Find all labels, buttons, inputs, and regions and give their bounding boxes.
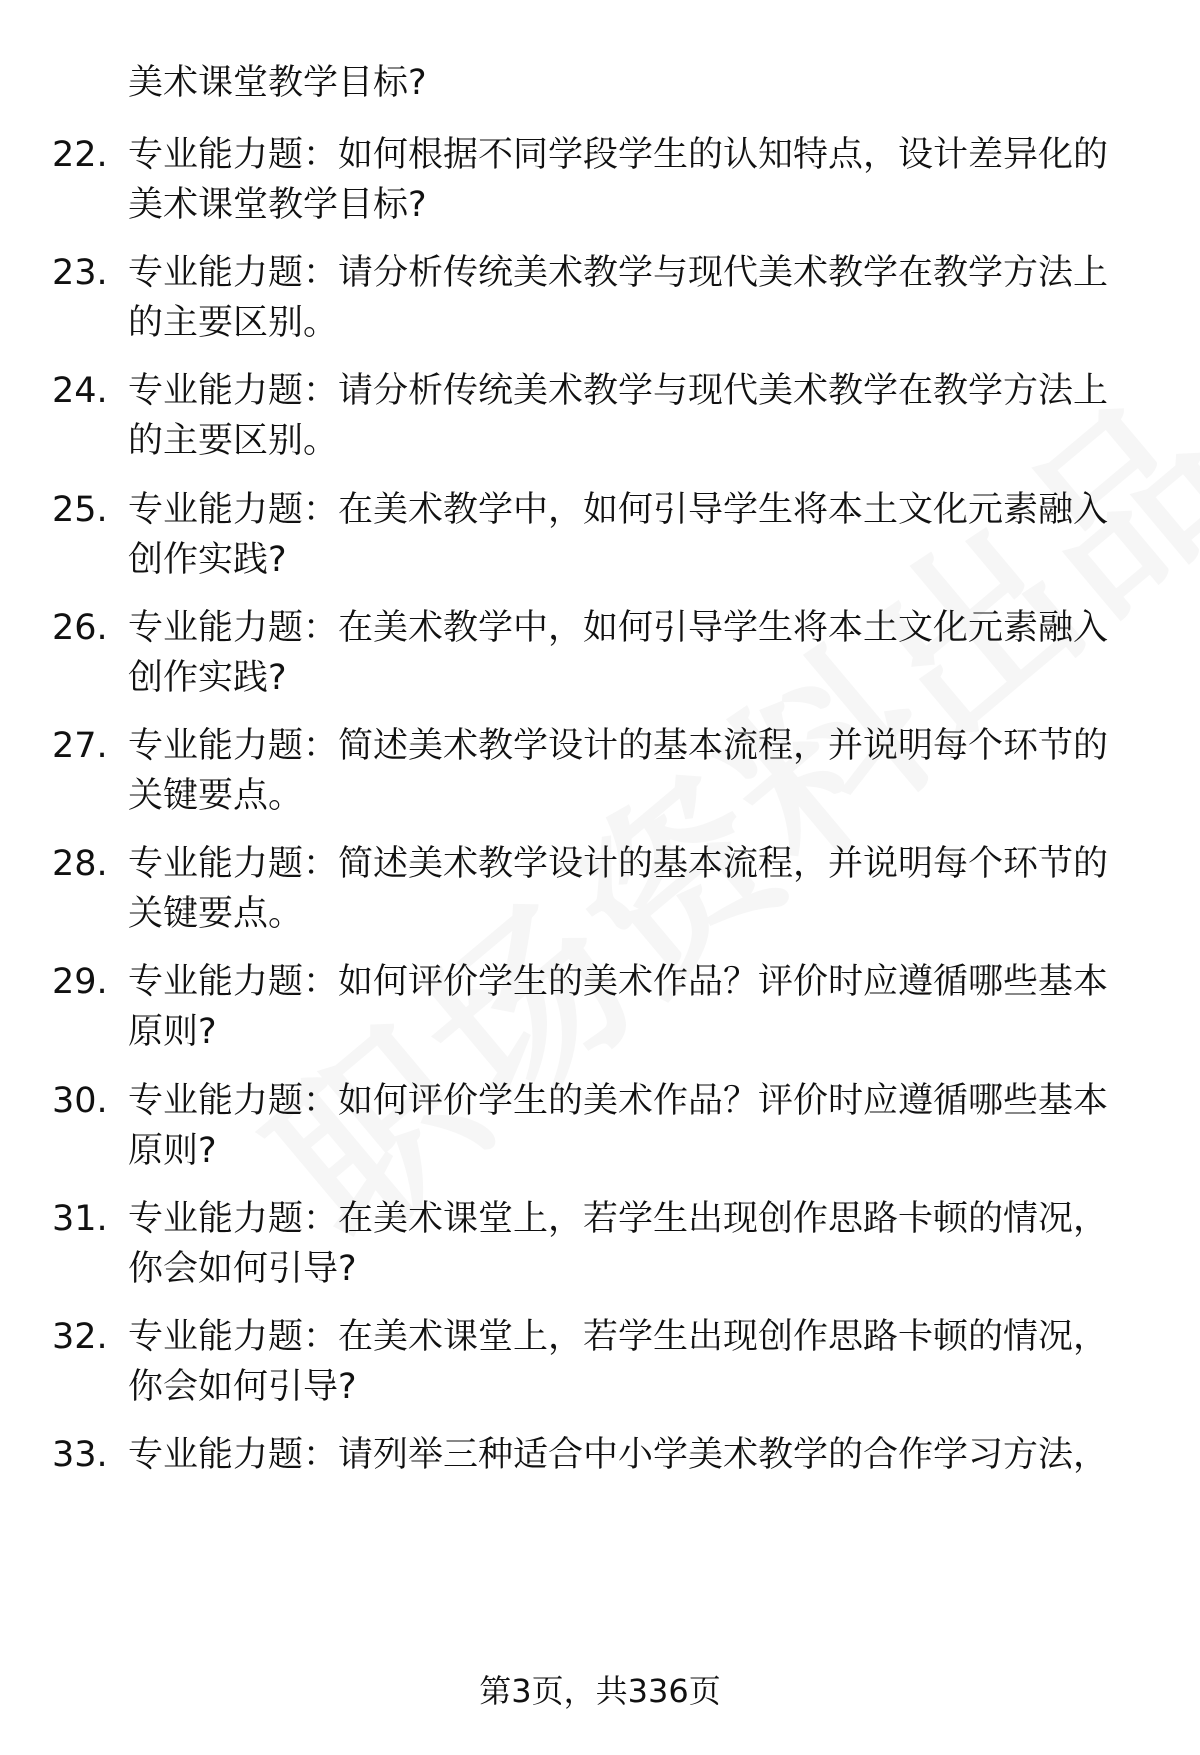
question-text-line: 原则? [128, 1130, 217, 1171]
question-item [0, 1076, 1200, 1186]
question-text-line: 专业能力题：在美术教学中，如何引导学生将本土文化元素融入 [128, 607, 1109, 648]
question-text-line: 专业能力题：请列举三种适合中小学美术教学的合作学习方法， [128, 1435, 1109, 1476]
question-text [128, 130, 1148, 230]
question-item [0, 1430, 1200, 1540]
question-text-line: 专业能力题：简述美术教学设计的基本流程，并说明每个环节的 [128, 726, 1109, 766]
question-text-line: 专业能力题：请分析传统美术教学与现代美术教学在教学方法上 [128, 253, 1109, 294]
question-text-line: 关键要点。 [128, 894, 304, 935]
question-number: 25. [52, 489, 108, 530]
question-item [0, 1312, 1200, 1422]
question-number: 23. [52, 253, 108, 294]
question-text-line: 美术课堂教学目标? [128, 185, 427, 225]
question-number: 33. [52, 1435, 108, 1476]
page-footer: 第3页，共336页 [479, 1672, 721, 1710]
question-number: 26. [52, 607, 108, 648]
question-item [0, 839, 1200, 949]
question-text-line: 专业能力题：简述美术教学设计的基本流程，并说明每个环节的 [128, 844, 1109, 885]
question-text-line: 你会如何引导? [128, 1248, 357, 1289]
question-number: 28. [52, 844, 108, 885]
question-text [128, 248, 1148, 348]
question-text [128, 603, 1148, 703]
question-number: 24. [52, 371, 108, 412]
question-text [128, 1312, 1148, 1412]
question-item [0, 485, 1200, 595]
question-number: 29. [52, 962, 108, 1003]
question-text [128, 1430, 1148, 1480]
question-number: 32. [52, 1317, 108, 1357]
question-text [128, 366, 1148, 466]
question-text-line: 专业能力题：请分析传统美术教学与现代美术教学在教学方法上 [128, 371, 1109, 412]
question-text-line: 专业能力题：在美术教学中，如何引导学生将本土文化元素融入 [128, 489, 1109, 530]
continued-question-text: 美术课堂教学目标? [128, 63, 427, 103]
question-text [128, 1194, 1148, 1294]
question-item [0, 603, 1200, 713]
question-item [0, 130, 1200, 240]
question-item [0, 1194, 1200, 1304]
question-text [128, 1076, 1148, 1176]
question-item [0, 957, 1200, 1067]
question-text-line: 的主要区别。 [128, 303, 339, 344]
question-text-line: 专业能力题：如何评价学生的美术作品？评价时应遵循哪些基本 [128, 962, 1109, 1003]
question-item [0, 721, 1200, 831]
question-text-line: 原则? [128, 1012, 217, 1053]
question-text-line: 专业能力题：如何根据不同学段学生的认知特点，设计差异化的 [128, 135, 1109, 175]
question-text [128, 721, 1148, 821]
question-text-line: 创作实践? [128, 657, 287, 698]
question-text-line: 的主要区别。 [128, 421, 339, 462]
question-number: 22. [52, 135, 108, 175]
question-number: 31. [52, 1198, 108, 1239]
question-item [0, 248, 1200, 358]
question-text-line: 创作实践? [128, 539, 287, 580]
question-text [128, 485, 1148, 585]
question-number: 30. [52, 1080, 108, 1121]
question-item [0, 366, 1200, 476]
question-number: 27. [52, 726, 108, 766]
question-text [128, 957, 1148, 1057]
question-text-line: 关键要点。 [128, 776, 304, 816]
question-text-line: 你会如何引导? [128, 1367, 357, 1407]
question-text [128, 839, 1148, 939]
question-text-line: 专业能力题：在美术课堂上，若学生出现创作思路卡顿的情况， [128, 1317, 1109, 1357]
question-text-line: 专业能力题：在美术课堂上，若学生出现创作思路卡顿的情况， [128, 1198, 1109, 1239]
question-text-line: 专业能力题：如何评价学生的美术作品？评价时应遵循哪些基本 [128, 1080, 1109, 1121]
